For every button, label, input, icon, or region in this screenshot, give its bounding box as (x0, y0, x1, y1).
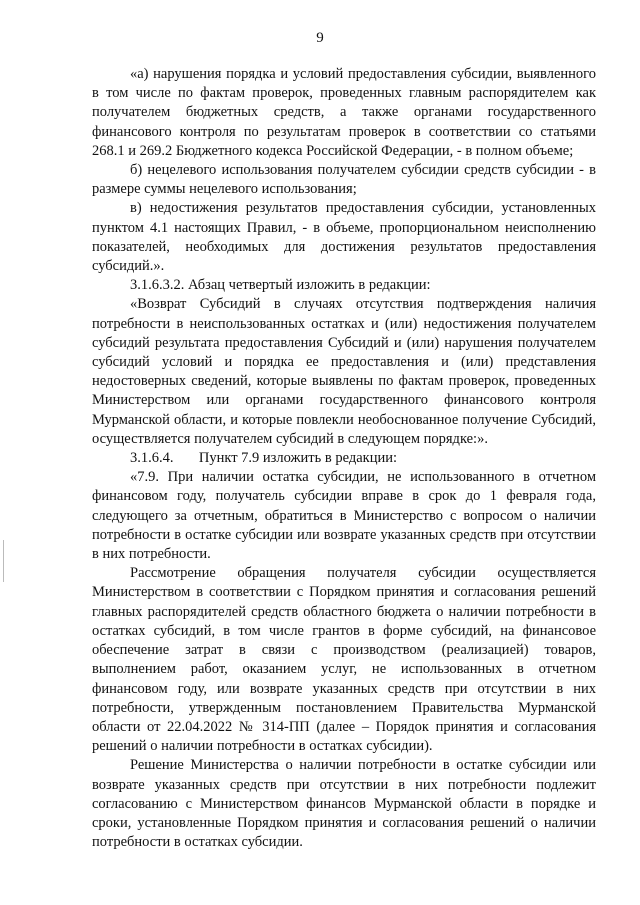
page-number: 9 (316, 30, 324, 46)
paragraph-subsidy-return-c: в) недостижения результатов предоставления субсидии, установленных пунктом 4.1 настоящих Правил, - в объеме, пропорциональном неисполнению показателей, необходимых для достижения результатов предоставления субсидий.». (92, 200, 596, 275)
paragraph-ministry-decision: Решение Министерства о наличии потребности в остатке субсидии или возврате указанных средств при отсутствии в них потребности подлежит согласованию с Министерством финансов Мурманской области в порядке и сроки, установленные Порядком принятия и согласования решений о наличии потребности в остатках субсидии. (92, 757, 596, 851)
paragraph-review-of-request: Рассмотрение обращения получателя субсидии осуществляется Министерством в соответствии с Порядком принятия и согласования решений главных распорядителей средств областного бюджета о наличии потребности в остатках субсидий, в том числе грантов в форме субсидий, на финансовое обеспечение затрат в связи с производством (реализацией) товаров, выполнением работ, оказанием услуг, не использованных в отчетном финансовом году, или возврате указанных средств при отсутствии в них потребности, утвержденным постановлением Правительства Мурманской области от 22.04.2022 № 314-ПП (далее – Порядок принятия и согласования решений о наличии потребности в остатках субсидии). (92, 565, 596, 755)
paragraph-subsidy-return-a: «а) нарушения порядка и условий предоставления субсидии, выявленного в том числе по фактам проверок, проведенных главным распорядителем как получателем бюджетных средств, а также органами государственного финансового контроля по результатам проверок в соответствии со статьями 268.1 и 269.2 Бюджетного кодекса Российской Федерации, - в полном объеме; (92, 66, 596, 159)
paragraph-amendment-3-1-6-3-2: 3.1.6.3.2. Абзац четвертый изложить в редакции: (130, 277, 431, 294)
paragraph-clause-7-9: «7.9. При наличии остатка субсидии, не использованного в отчетном финансовом году, получатель субсидии вправе в срок до 1 февраля года, следующего за отчетным, обратиться в Министерство с вопросом о наличии потребности в остатке субсидии или возврате указанных средств при отсутствии в них потребности. (92, 469, 596, 563)
scan-margin-mark (3, 540, 8, 582)
paragraph-subsidy-return-b: б) нецелевого использования получателем субсидии средств субсидии - в размере суммы нецелевого использования; (92, 162, 596, 198)
document-body (92, 65, 596, 852)
paragraph-return-procedure: «Возврат Субсидий в случаях отсутствия подтверждения наличия потребности в неиспользованных остатках и (или) недостижения получателем субсидий результата предоставления Субсидий и (или) нарушения получателем субсидий условий и порядка ее предоставления и (или) представления недостоверных сведений, которые выявлены по фактам проверок, проведенных Министерством или органами государственного финансового контроля Мурманской области, и которые повлекли необоснованное получение Субсидий, осуществляется получателем субсидий в следующем порядке:». (92, 296, 596, 447)
paragraph-amendment-3-1-6-4: 3.1.6.4. Пункт 7.9 изложить в редакции: (130, 450, 398, 467)
